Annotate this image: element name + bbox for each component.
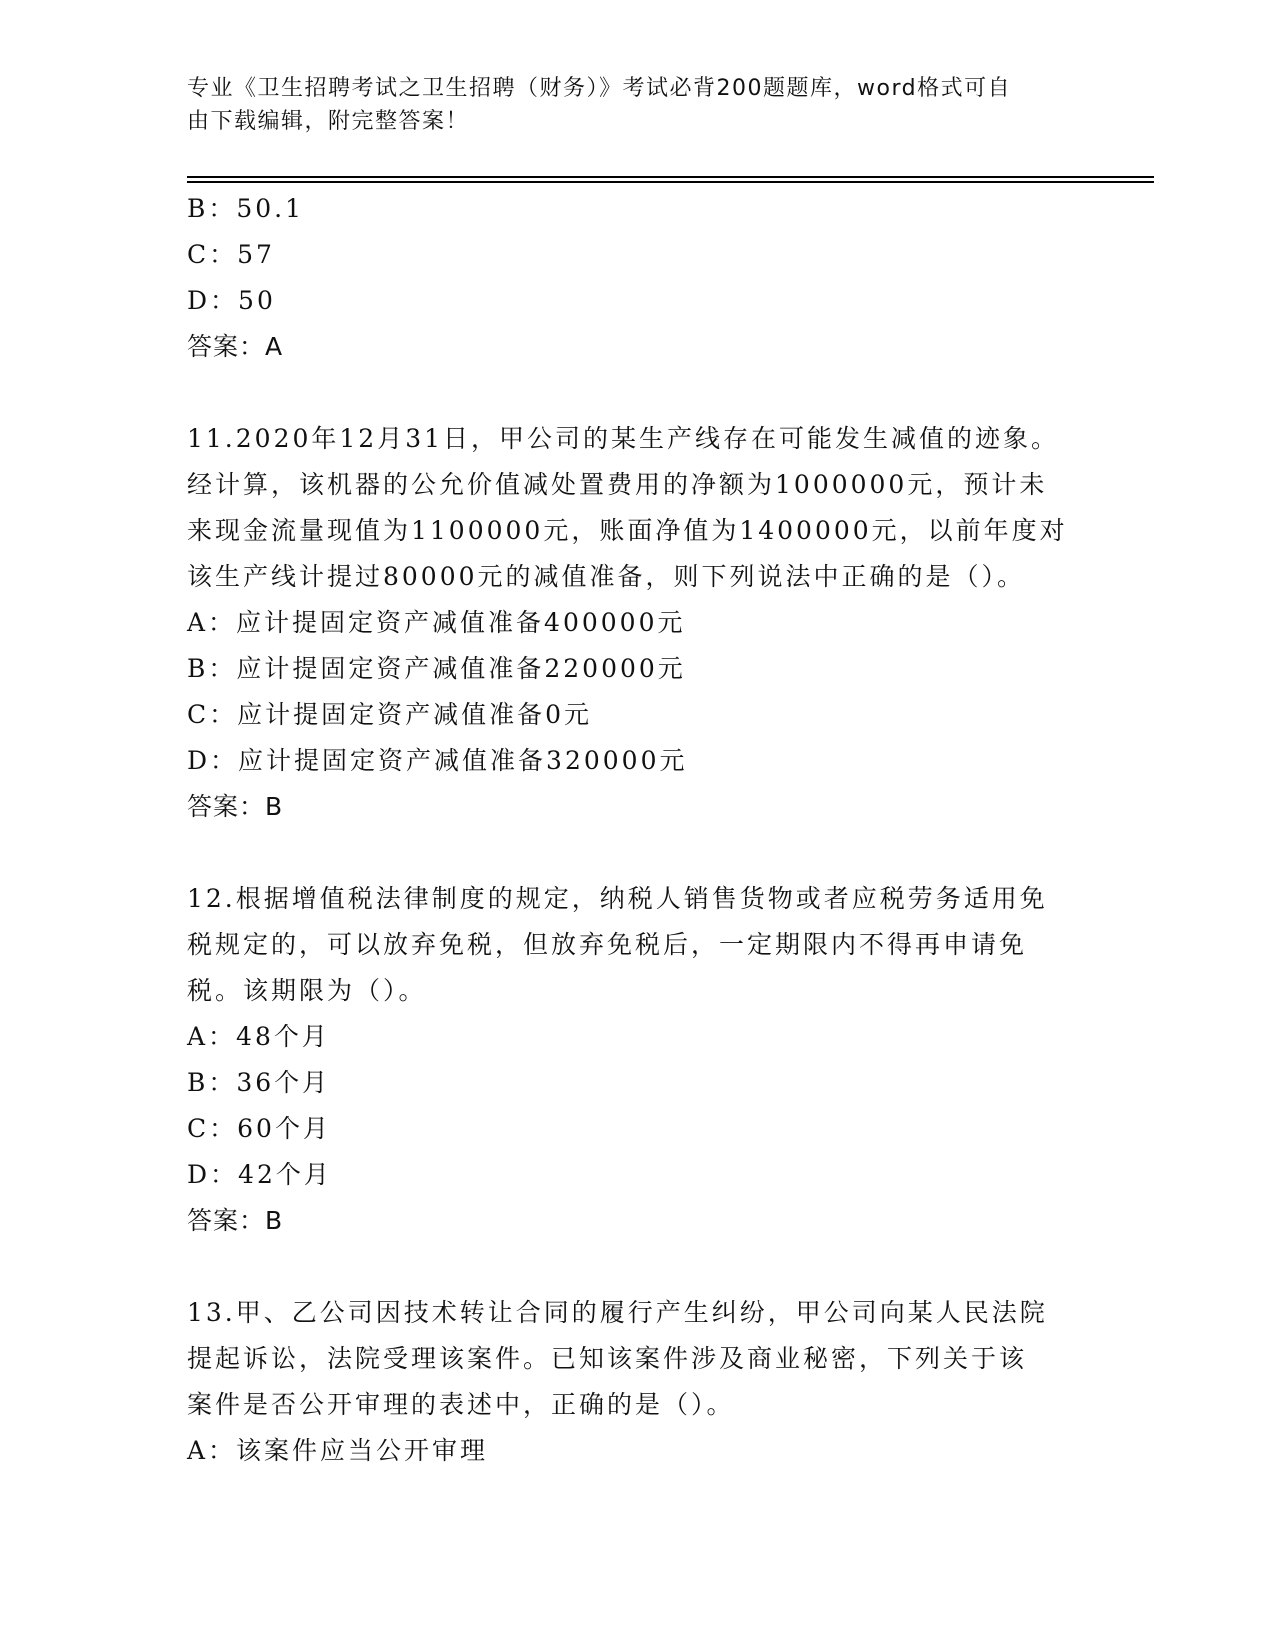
page-header — [187, 72, 1067, 138]
question-text-line: 12.根据增值税法律制度的规定，纳税人销售货物或者应税劳务适用免 — [187, 884, 1048, 913]
answer-line: 答案：B — [187, 1206, 284, 1235]
spacer — [187, 830, 1087, 876]
option-d: D：42个月 — [187, 1160, 332, 1189]
question-block-12 — [187, 876, 1087, 1244]
option-d: D：50 — [187, 286, 276, 315]
option-b: B：50.1 — [187, 194, 305, 223]
question-text-line: 经计算，该机器的公允价值减处置费用的净额为1000000元，预计未 — [187, 470, 1048, 499]
question-text-line: 13.甲、乙公司因技术转让合同的履行产生纠纷，甲公司向某人民法院 — [187, 1298, 1048, 1327]
question-block-prev — [187, 186, 1087, 370]
header-line: 由下载编辑，附完整答案！ — [187, 109, 470, 134]
question-block-11 — [187, 416, 1087, 830]
answer-line: 答案：B — [187, 792, 284, 821]
option-c: C：60个月 — [187, 1114, 331, 1143]
question-text-line: 该生产线计提过80000元的减值准备，则下列说法中正确的是（）。 — [187, 562, 1026, 591]
question-block-13 — [187, 1290, 1087, 1474]
option-c: C：57 — [187, 240, 275, 269]
option-c: C：应计提固定资产减值准备0元 — [187, 700, 593, 729]
option-a: A：48个月 — [187, 1022, 330, 1051]
option-d: D：应计提固定资产减值准备320000元 — [187, 746, 688, 775]
spacer — [187, 1244, 1087, 1290]
question-content — [187, 186, 1087, 1474]
option-b: B：应计提固定资产减值准备220000元 — [187, 654, 686, 683]
question-text-line: 案件是否公开审理的表述中，正确的是（）。 — [187, 1390, 735, 1419]
question-text-line: 11.2020年12月31日，甲公司的某生产线存在可能发生减值的迹象。 — [187, 424, 1060, 453]
option-a: A：应计提固定资产减值准备400000元 — [187, 608, 686, 637]
header-rule — [187, 181, 1154, 183]
spacer — [187, 370, 1087, 416]
option-b: B：36个月 — [187, 1068, 331, 1097]
option-a: A：该案件应当公开审理 — [187, 1436, 489, 1465]
question-text-line: 税规定的，可以放弃免税，但放弃免税后，一定期限内不得再申请免 — [187, 930, 1028, 959]
question-text-line: 提起诉讼，法院受理该案件。已知该案件涉及商业秘密，下列关于该 — [187, 1344, 1028, 1373]
question-text-line: 税。该期限为（）。 — [187, 976, 427, 1005]
answer-line: 答案：A — [187, 332, 284, 361]
header-rule — [187, 176, 1154, 178]
question-text-line: 来现金流量现值为1100000元，账面净值为1400000元，以前年度对 — [187, 516, 1068, 545]
header-line: 专业《卫生招聘考试之卫生招聘（财务）》考试必背200题题库，word格式可自 — [187, 76, 1012, 101]
